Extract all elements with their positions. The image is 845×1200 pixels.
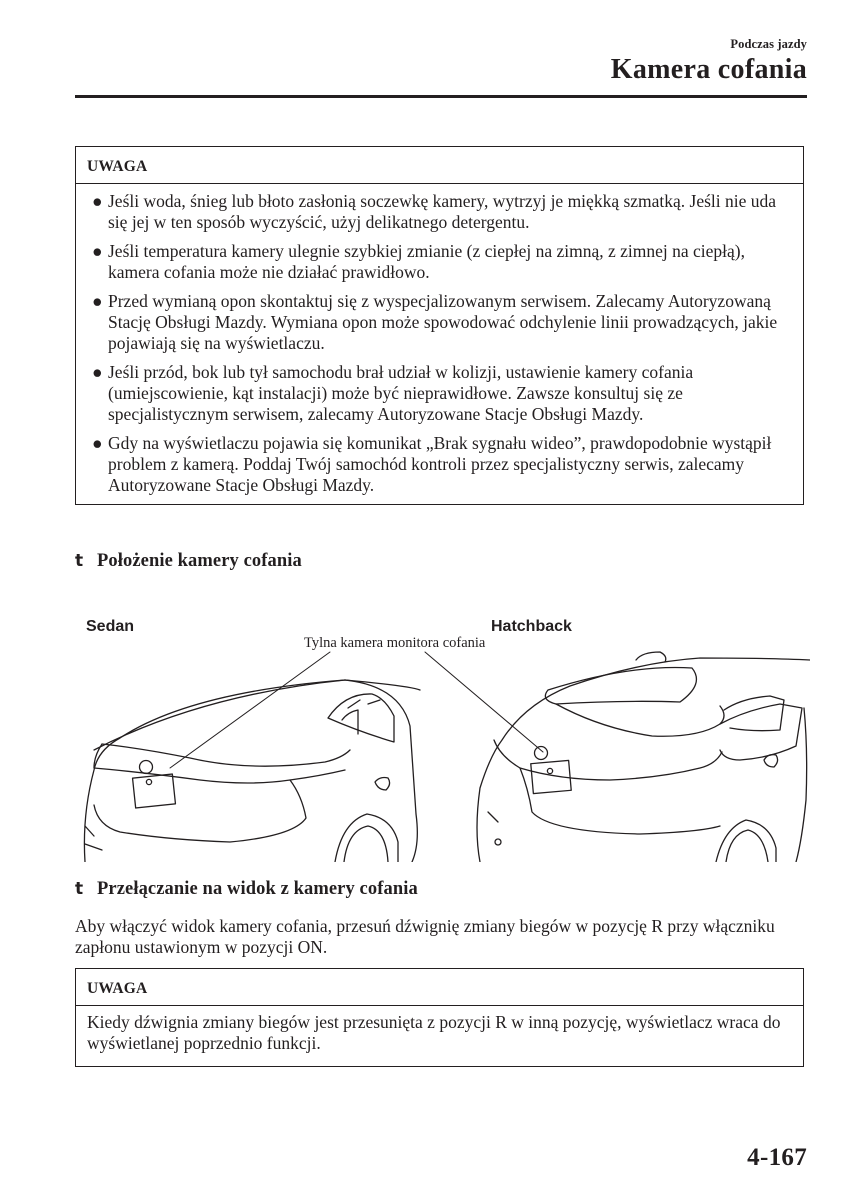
- callout-leader-hatchback: [425, 652, 543, 752]
- notice-label: UWAGA: [76, 147, 803, 184]
- bullet-icon: ●: [92, 191, 103, 211]
- notice-label: UWAGA: [76, 969, 803, 1006]
- bullet-icon: ●: [92, 241, 103, 261]
- instruction-paragraph: Aby włączyć widok kamery cofania, przesuń dźwignię zmiany biegów w pozycję R przy włączniku zapłonu ustawionym w pozycji ON.: [75, 916, 775, 957]
- page-title: Kamera cofania: [610, 54, 807, 85]
- section-heading-text: Przełączanie na widok z kamery cofania: [97, 879, 418, 899]
- bullet-icon: ●: [92, 362, 103, 382]
- camera-location-figure: [80, 600, 810, 862]
- notice-list: [76, 184, 803, 504]
- section-marker-icon: t: [75, 551, 84, 571]
- section-heading-switch-view: [75, 879, 418, 900]
- notice-item-text: Jeśli temperatura kamery ulegnie szybkiej zmianie (z ciepłej na zimną, z zimnej na ciepłą), kamera cofania może nie działać prawidłowo.: [108, 241, 746, 282]
- figure-label-sedan: Sedan: [86, 618, 135, 635]
- section-heading-text: Położenie kamery cofania: [97, 551, 302, 571]
- notice-body-text: Kiedy dźwignia zmiany biegów jest przesunięta z pozycji R w inną pozycję, wyświetlacz wraca do wyświetlanej poprzednio funkcji.: [87, 1012, 781, 1053]
- notice-item: [92, 362, 785, 425]
- notice-box-caution: [75, 146, 804, 505]
- notice-item-text: Przed wymianą opon skontaktuj się z wyspecjalizowanym serwisem. Zalecamy Autoryzowaną Stację Obsługi Mazdy. Wymiana opon może spowodować odchylenie linii prowadzących, jakie pojawiają się na wyświetlaczu.: [108, 291, 778, 353]
- notice-item: [92, 433, 785, 496]
- notice-item: [92, 191, 785, 233]
- notice-item-text: Jeśli woda, śnieg lub błoto zasłonią soczewkę kamery, wytrzyj je miękką szmatką. Jeśli nie uda się jej w ten sposób wyczyścić, użyj delikatnego detergentu.: [108, 191, 777, 232]
- notice-item-text: Jeśli przód, bok lub tył samochodu brał udział w kolizji, ustawienie kamery cofania (umiejscowienie, kąt instalacji) może być nieprawidłowe. Zawsze konsultuj się ze specjalistycznym serwisem, zalecamy Autoryzowane Stacje Obsługi Mazdy.: [108, 362, 694, 424]
- section-label: Podczas jazdy: [730, 37, 807, 51]
- sedan-illustration: [84, 680, 420, 862]
- camera-callout: Tylna kamera monitora cofania: [304, 635, 486, 651]
- notice-item: [92, 241, 785, 283]
- bullet-icon: ●: [92, 291, 103, 311]
- page-number: 4-167: [747, 1144, 807, 1171]
- bullet-icon: ●: [92, 433, 103, 453]
- notice-item: [92, 291, 785, 354]
- section-heading-camera-position: [75, 551, 302, 572]
- notice-item-text: Gdy na wyświetlaczu pojawia się komunikat „Brak sygnału wideo”, prawdopodobnie wystąpił problem z kamerą. Poddaj Twój samochód kontroli przez specjalistyczny serwis, zalecamy Autoryzowane Stacje Obsługi Mazdy.: [108, 433, 772, 495]
- notice-box-caution-2: [75, 968, 804, 1067]
- title-rule: [75, 95, 807, 98]
- figure-label-hatchback: Hatchback: [491, 618, 572, 635]
- hatchback-illustration: [477, 652, 810, 862]
- section-marker-icon: t: [75, 879, 84, 899]
